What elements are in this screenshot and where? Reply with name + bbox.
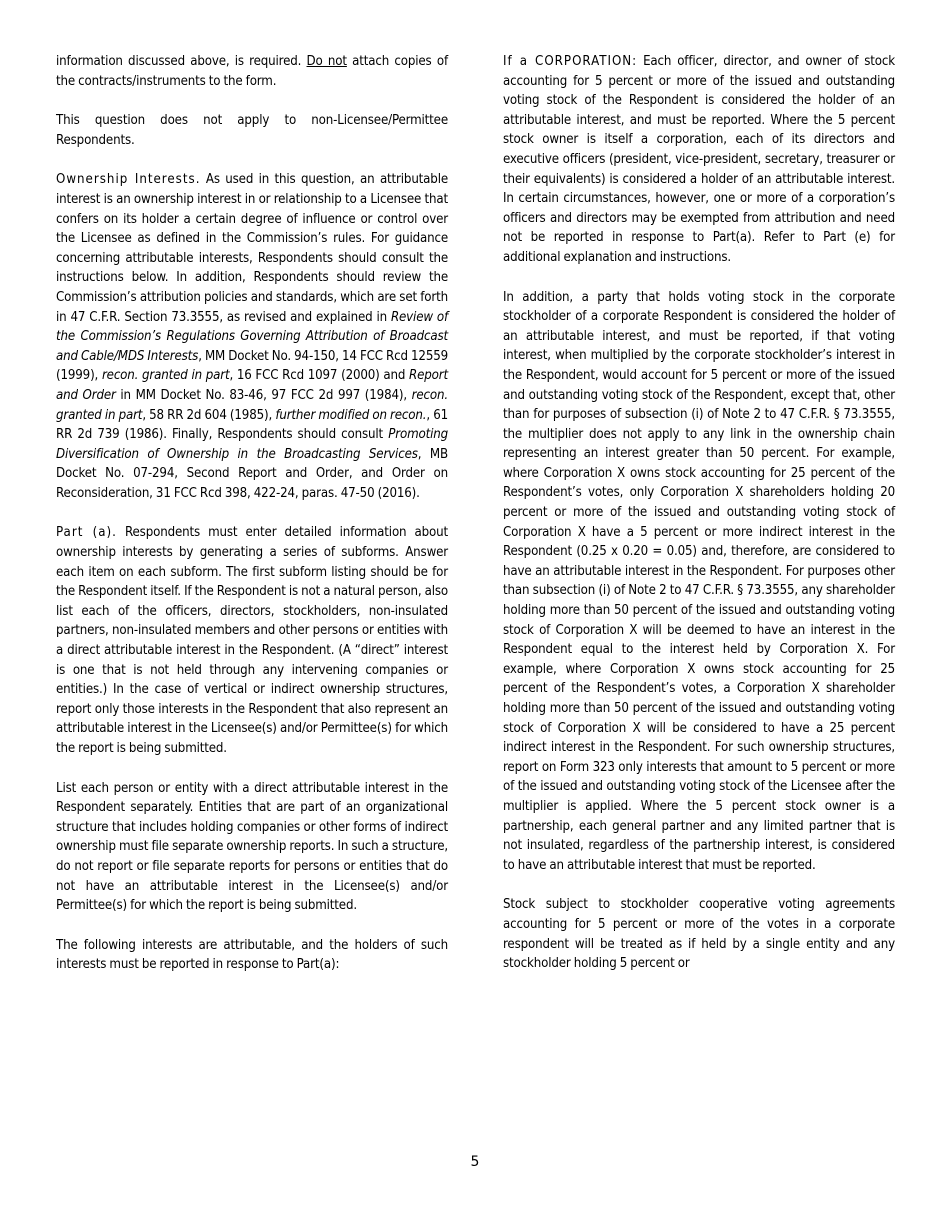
paragraph-attributable-intro: The following interests are attributable, and the holders of such interests must be reported in response to Part(a): — [56, 937, 448, 973]
page-number: 5 — [470, 1154, 480, 1170]
ownership-interests-heading: Ownership Interests. — [56, 172, 201, 188]
left-column — [56, 52, 448, 995]
paragraph-cooperative-voting: Stock subject to stockholder cooperative voting agreements accounting for 5 percent or more of the votes in a corporate respondent will be treated as if held by a single entity and any stockholder holding 5 percent or — [503, 897, 895, 972]
part-a-heading: Part (a). — [56, 525, 117, 541]
do-not-emphasis: Do not — [306, 54, 347, 69]
corporation-heading: If a CORPORATION: — [503, 54, 638, 69]
paragraph-list-entities: List each person or entity with a direct attributable interest in the Respondent separately. Entities that are part of an organizational structure that includes holding companies or other forms of indirect ownership must file separate ownership reports. In such a structure, do not report or file separate reports for persons or entities that do not have an attributable interest in the Licensee(s) and/or Permittee(s) for which the report is being submitted. — [56, 780, 448, 914]
right-column — [503, 52, 895, 994]
paragraph-part-a: Part (a). Respondents must enter detailed information about ownership interests by generating a series of subforms. Answer each item on each subform. The first subform listing should be for the Respondent itself. If the Respondent is not a natural person, also list each of the officers, directors, stockholders, non-insulated partners, non-insulated members and other persons or entities with a direct attributable interest in the Respondent. (A “direct” interest is one that is not held through any intervening companies or entities.) In the case of vertical or indirect ownership structures, report only those interests in the Respondent that also represent an attributable interest in the Licensee(s) and/or Permittee(s) for which the report is being submitted. — [56, 525, 449, 756]
paragraph-ownership-interests: Ownership Interests. As used in this question, an attributable interest is an ownership interest in or relationship to a Licensee that confers on its holder a certain degree of influence or control over the Licensee as defined in the Commission’s rules. For guidance concerning attributable interests, Respondents should consult the instructions below. In addition, Respondents should review the Commission’s attribution policies and standards, which are set forth in 47 C.F.R. Section 73.3555, as revised and explained in Review of the Commission’s Regulations Governing Attribution of Broadcast and Cable/MDS Interests, MM Docket No. 94-150, 14 FCC Rcd 12559 (1999), recon. granted in part, 16 FCC Rcd 1097 (2000) and Report and Order in MM Docket No. 83-46, 97 FCC 2d 997 (1984), recon. granted in part, 58 RR 2d 604 (1985), further modified on recon., 61 RR 2d 739 (1986). Finally, Respondents should consult Promoting Diversification of Ownership in the Broadcasting Services, MB Docket No. 07-294, Second Report and Order, and Order on Reconsideration, 31 FCC Rcd 398, 422-24, paras. 47-50 (2016). — [56, 172, 449, 501]
paragraph-non-licensee: This question does not apply to non-Licensee/Permittee Respondents. — [56, 113, 448, 148]
paragraph-copies-note: information discussed above, is required. Do not attach copies of the contracts/instruments to the form. — [56, 54, 448, 89]
paragraph-corporation: If a CORPORATION: Each officer, director, and owner of stock accounting for 5 percent or more of the issued and outstanding voting stock of the Respondent is considered the holder of an attributable interest, and must be reported. Where the 5 percent stock owner is itself a corporation, each of its directors and executive officers (president, vice-president, secretary, treasurer or their equivalents) is considered a holder of an attributable interest. In certain circumstances, however, one or more of a corporation’s officers and directors may be exempted from attribution and need not be reported in response to Part(a). Refer to Part (e) for additional explanation and instructions. — [503, 54, 896, 265]
paragraph-corporate-stockholder: In addition, a party that holds voting stock in the corporate stockholder of a corporate Respondent is considered the holder of an attributable interest, and must be reported, if that voting interest, when multiplied by the corporate stockholder’s interest in the Respondent, would account for 5 percent or more of the issued and outstanding voting stock of the Respondent, except that, other than for purposes of subsection (i) of Note 2 to 47 C.F.R. § 73.3555, the multiplier does not apply to any link in the ownership chain representing an interest greater than 50 percent. For example, where Corporation X owns stock accounting for 25 percent of the Respondent’s votes, only Corporation X shareholders holding 20 percent or more of the issued and outstanding voting stock of Corporation X have a 5 percent or more indirect interest in the Respondent (0.25 x 0.20 = 0.05) and, therefore, are considered to have an attributable interest in the Respondent. For purposes other than subsection (i) of Note 2 to 47 C.F.R. § 73.3555, any shareholder holding more than 50 percent of the issued and outstanding voting stock of Corporation X will be deemed to have an interest in the Respondent equal to the interest held by Corporation X. For example, where Corporation X owns stock accounting for 25 percent of the Respondent’s votes, a Corporation X shareholder holding more than 50 percent of the issued and outstanding voting stock of Corporation X will be considered to have a 25 percent indirect interest in the Respondent. For such ownership structures, report on Form 323 only interests that amount to 5 percent or more of the issued and outstanding voting stock of the Licensee after the multiplier is applied. Where the 5 percent stock owner is a partnership, each general partner and any limited partner that is not insulated, regardless of the partnership interest, is considered to have an attributable interest that must be reported. — [503, 289, 895, 873]
